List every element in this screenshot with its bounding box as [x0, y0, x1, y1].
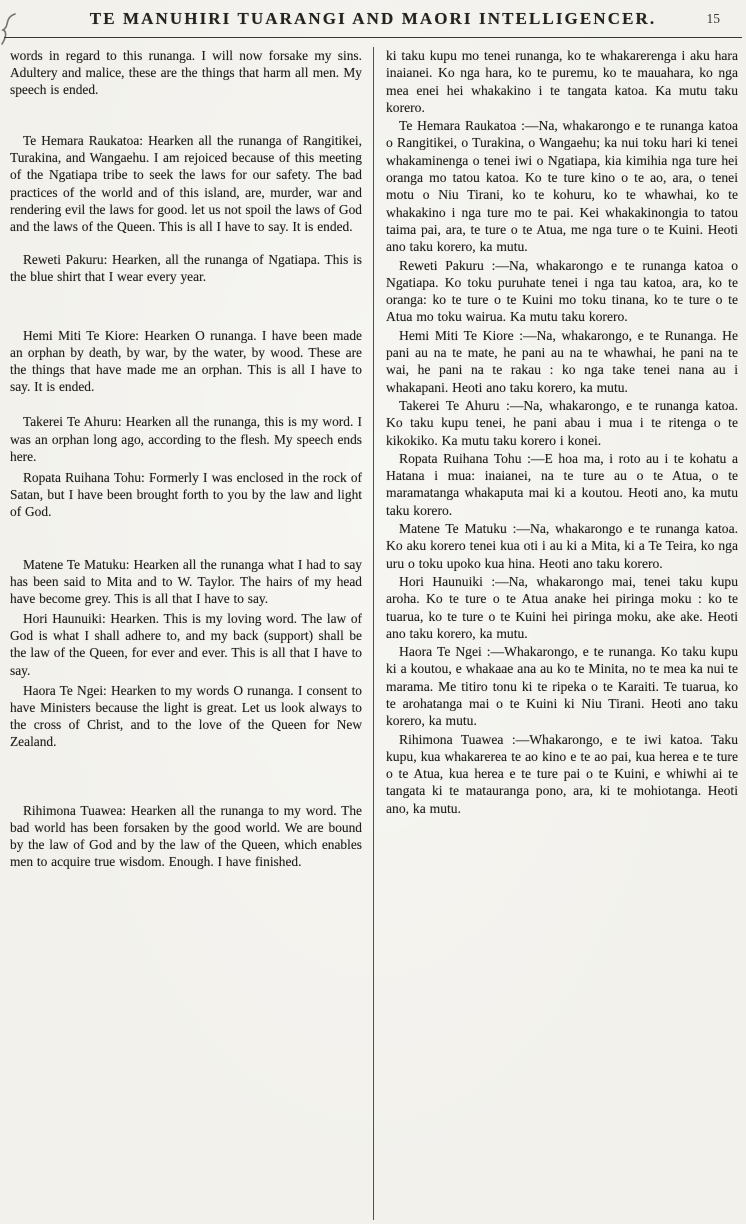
english-paragraph: Matene Te Matuku: Hearken all the runanga what I had to say has been said to Mita and to W. Taylor. The hairs of my head have become grey. This is all that I have to say. [10, 556, 362, 607]
maori-paragraph: Takerei Te Ahuru :—Na, whakarongo, e te runanga katoa. Ko taku kupu tenei, he pani abau i mua i te ritenga o te kikokiko. Ka mutu taku korero i konei. [386, 397, 738, 448]
maori-paragraph: Haora Te Ngei :—Whakarongo, e te runanga. Ko taku kupu ki a koutou, e whakaae ana au ko te Minita, no te mea ka nui te marama. Me titiro tonu ki te ripeka o te Karaiti. Te tuarua, ko te arohatanga mai o te Kuini ki Niu Tirani. Heoti ano taku korero, ka mutu. [386, 644, 738, 729]
english-paragraph: Te Hemara Raukatoa: Hearken all the runanga of Rangitikei, Turakina, and Wangaehu. I am rejoiced because of this meeting of the Ngatiapa tribe to seek the laws for our safety. The bad practices of the world and of this island, are, murder, war and rendering evil the laws for good. let us not spoil the laws of God and the laws of the Queen. This is all I have to say. It is ended. [10, 133, 362, 234]
english-paragraph: Rihimona Tuawea: Hearken all the runanga to my word. The bad world has been forsaken by the good world. We are bound by the law of God and by the law of the Queen, which enables men to acquire true wisdom. Enough. I have finished. [10, 803, 362, 870]
english-paragraph: words in regard to this runanga. I will now forsake my sins. Adultery and malice, these are the things that harm all men. My speech is ended. [10, 48, 362, 98]
english-column [10, 47, 373, 1222]
maori-paragraph: ki taku kupu mo tenei runanga, ko te whakarerenga i aku hara inaianei. Ko nga hara, ko te puremu, ko te mauahara, ko nga mea enei hei whakakino i te tangata katoa. Ka mutu taku korero. [386, 48, 738, 115]
english-paragraph: Takerei Te Ahuru: Hearken all the runanga, this is my word. I was an orphan long ago, according to the flesh. My speech ends here. [10, 414, 362, 464]
masthead [0, 0, 746, 33]
maori-paragraph: Hemi Miti Te Kiore :—Na, whakarongo, e te Runanga. He pani au na te mate, he pani au na te whawhai, he pani na te wai, he pani na te rakau : ko nga take tenei nana au i whakapani. Heoti ano taku korero, ka mutu. [386, 327, 738, 395]
maori-column [374, 47, 738, 1222]
page-title: TE MANUHIRI TUARANGI AND MAORI INTELLIGENCER. [89, 9, 657, 28]
english-paragraph: Hemi Miti Te Kiore: Hearken O runanga. I have been made an orphan by death, by war, by the water, by wood. These are the things that have made me an orphan. This is all I have to say. It is ended. [10, 328, 362, 395]
maori-paragraph: Te Hemara Raukatoa :—Na, whakarongo e te runanga katoa o Rangitikei, o Turakina, o Wangaehu; ka nui toku hari ki tenei whakaminenga o tenei iwi o Ngatiapa, kia kimihia nga ture hei oranga mo tatou katoa. Ko te ture kino o te ao, ara, o tenei motu o Niu Tirani, ko te kohuru, ko te whawhai, ko te whakakino i nga ture mo te pai. Kei whakakinongia to tatou taima pai, ara, te ture o te Atua, me nga ture o te Kuini. Heoti ano taku korero, ka mutu. [386, 118, 738, 255]
english-paragraph: Hori Haunuiki: Hearken. This is my loving word. The law of God is what I shall adhere to, and my back (support) shall be the law of the Queen, for ever and ever. This is all that I have to say. [10, 611, 362, 678]
english-paragraph: Haora Te Ngei: Hearken to my words O runanga. I consent to have Ministers because the light is great. Let us look always to the cross of Christ, and to the love of the Queen for New Zealand. [10, 682, 362, 749]
english-paragraph: Reweti Pakuru: Hearken, all the runanga of Ngatiapa. This is the blue shirt that I wear every year. [10, 251, 362, 284]
maori-paragraph: Ropata Ruihana Tohu :—E hoa ma, i roto au i te kohatu a Hatana i mua: inaianei, na te ture au o te Atua, o te maramatanga whakaputa mai ki a koutou. Heoti ano, ka mutu taku korero. [386, 450, 738, 518]
two-column-body [0, 38, 746, 1222]
page-number: 15 [706, 11, 720, 26]
english-paragraph: Ropata Ruihana Tohu: Formerly I was enclosed in the rock of Satan, but I have been brought forth to you by the law and light of God. [10, 469, 362, 519]
maori-paragraph: Matene Te Matuku :—Na, whakarongo e te runanga katoa. Ko aku korero tenei kua oti i au ki a Mita, ki a Te Teira, ko nga uru o toku upoko kua hina. Heoti ano taku korero. [386, 521, 738, 571]
maori-paragraph: Reweti Pakuru :—Na, whakarongo e te runanga katoa o Ngatiapa. Ko toku puruhate tenei i nga tau katoa, ara, ko te oranga: ko te ture o te Kuini mo toku tinana, ko te ture o te Atua mo toku wairua. Ka mutu taku korero. [386, 257, 738, 325]
maori-paragraph: Hori Haunuiki :—Na, whakarongo mai, tenei taku kupu aroha. Ko te ture o te Atua anake hei piringa moku : ko te tuarua, ko te ture o te Kuini hei piringa moku, ake ake. Heoti ano taku korero, ka mutu. [386, 573, 738, 641]
maori-paragraph: Rihimona Tuawea :—Whakarongo, e te iwi katoa. Taku kupu, kua whakarerea te ao kino e te ao pai, kua herea e te ture o te Atua, kua herea e te ture pai o te Kuini, e whiwhi ai te tangata ki te matauranga pono, ara, ki te mohiotanga. Heoti ano, ka mutu. [386, 731, 738, 816]
